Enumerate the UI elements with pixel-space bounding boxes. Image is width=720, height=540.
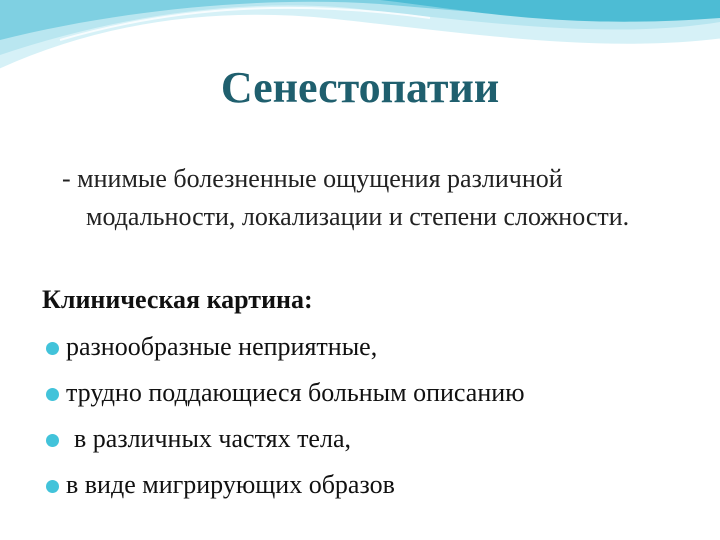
bullet-dot-icon xyxy=(46,480,59,493)
bullet-dot-icon xyxy=(46,388,59,401)
list-item xyxy=(44,422,525,468)
list-item-text: в виде мигрирующих образов xyxy=(66,470,395,499)
bullet-dot-icon xyxy=(46,342,59,355)
list-item xyxy=(44,468,525,514)
list-item xyxy=(44,376,525,422)
definition-text: - мнимые болезненные ощущения различной модальности, локализации и степени сложности. xyxy=(62,164,630,231)
list-item-text: трудно поддающиеся больным описанию xyxy=(66,378,525,407)
list-item xyxy=(44,330,525,376)
bullet-list xyxy=(44,330,525,514)
list-item-text: в различных частях тела, xyxy=(74,424,351,453)
bullet-dot-icon xyxy=(46,434,59,447)
list-item-text: разнообразные неприятные, xyxy=(66,332,378,361)
slide-title: Сенестопатии xyxy=(220,63,500,112)
clinical-picture-heading: Клиническая картина: xyxy=(42,285,313,314)
